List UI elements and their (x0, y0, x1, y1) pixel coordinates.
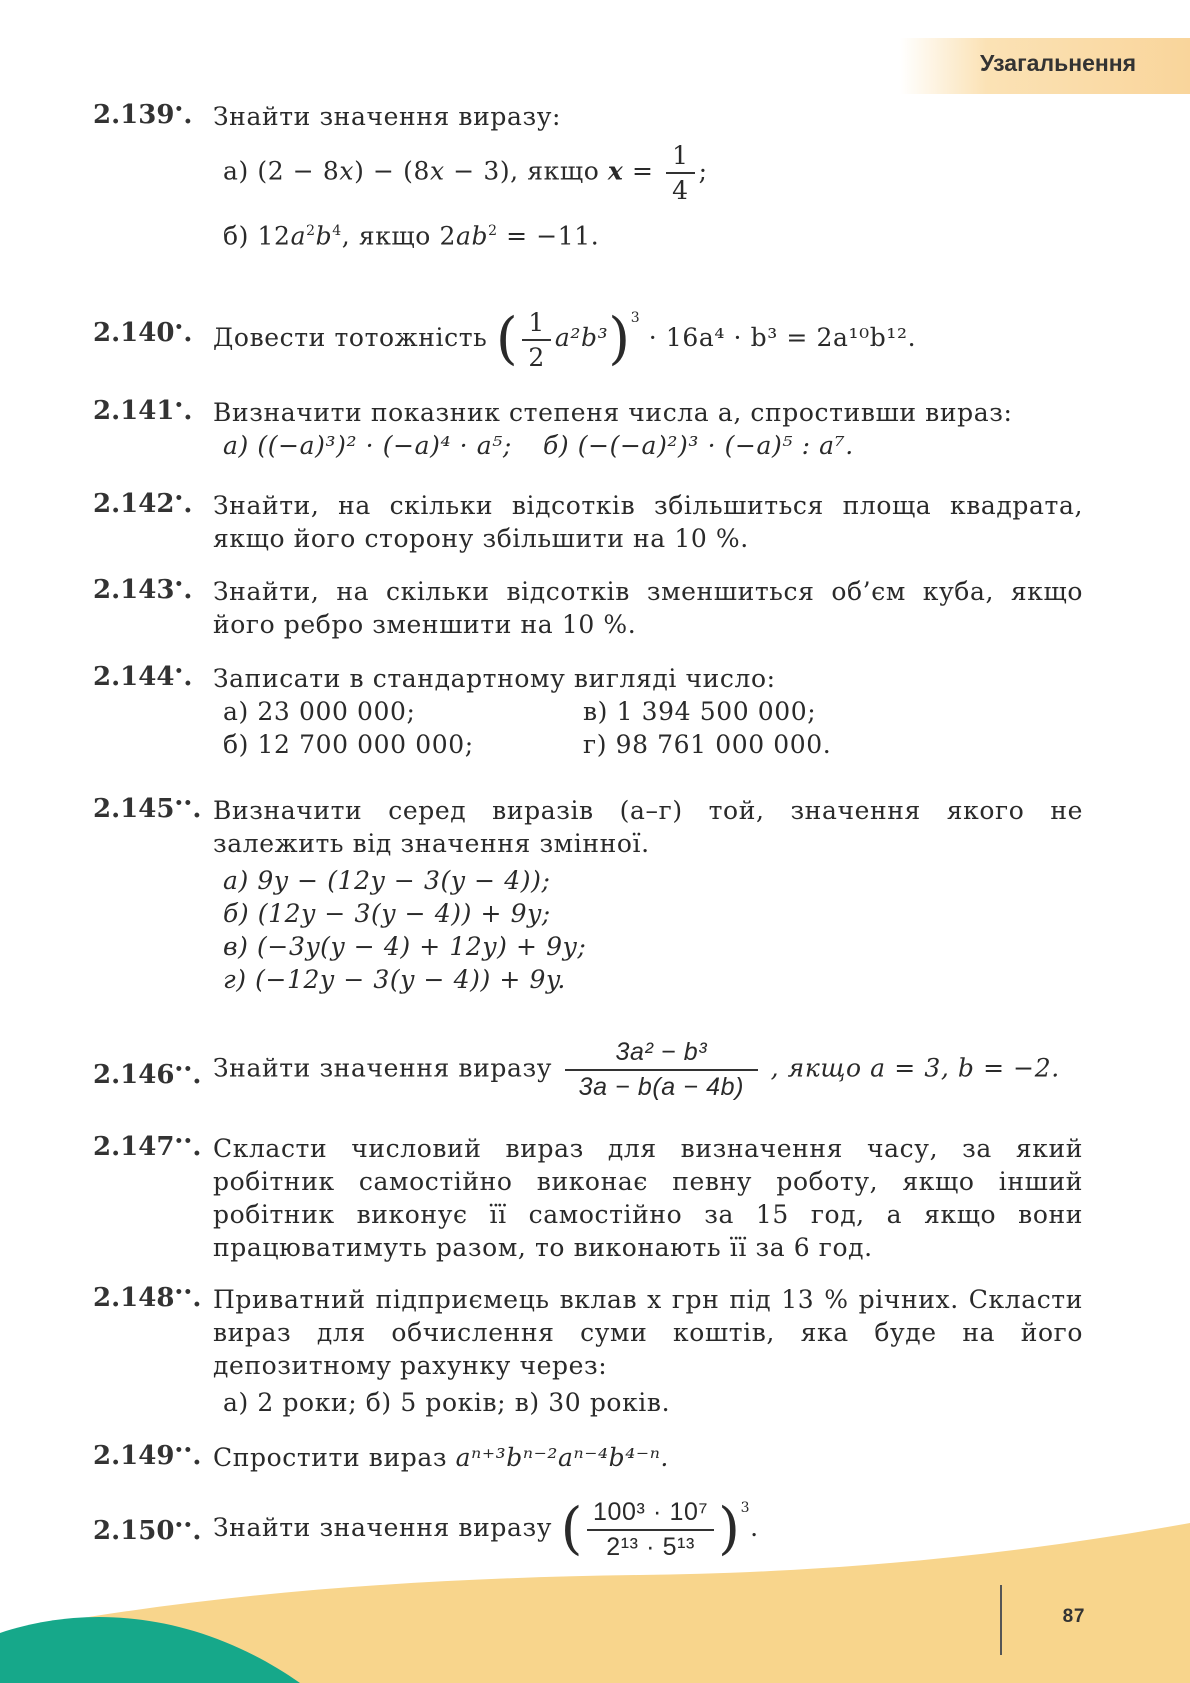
problem-text: Довести тотожність ( $\frac{1}{2}$ a²b³)$^3$ · 16a⁴ · b³ = 2a¹⁰b¹². (213, 306, 917, 372)
subtask-a: а) 9y − (12y − 3(y − 4)); (223, 866, 551, 895)
subtask-a: а) 23 000 000; (223, 697, 416, 726)
problem-number: 2.140•. (93, 318, 193, 348)
problem-number: 2.141•. (93, 396, 193, 426)
page-number: 87 (1062, 1606, 1085, 1627)
problem-number: 2.146••. (93, 1060, 202, 1090)
problem-text: Спростити вираз aⁿ⁺³bⁿ⁻²aⁿ⁻⁴b⁴⁻ⁿ. (213, 1443, 669, 1472)
subtask-a: а) (2 − 8x) − (8x − 3), якщо x = $\frac{1}{4}$ ; (223, 141, 708, 205)
problem-number: 2.144•. (93, 662, 193, 692)
problem-number: 2.147••. (93, 1132, 202, 1162)
problem-number: 2.145••. (93, 794, 202, 824)
subtask-b: б) (−(−a)²)³ · (−a)⁵ : a⁷. (543, 431, 854, 460)
fraction: $\frac{\text{3a² − b³}}{3a - b(a - 4b)}$ (565, 1036, 758, 1104)
fraction: $\frac{\text{100³ · 10⁷}}{\text{2¹³ · 5¹³}}$ (587, 1496, 714, 1564)
subtask-b: б) (12y − 3(y − 4)) + 9y; (223, 899, 551, 928)
decorative-wave (0, 1483, 1190, 1683)
problem-text: Знайти значення виразу $\frac{\text{3a² − b³}}{3a - b(a - 4b)}$ , якщо a = 3, b = −2. (213, 1036, 1083, 1104)
subtask-options: а) 2 роки; б) 5 років; в) 30 років. (223, 1388, 671, 1417)
section-title: Узагальнення (980, 50, 1137, 76)
subtask-b: б) $12a^2b^4$, якщо $2ab^2 = -11$. (223, 221, 600, 251)
problem-text: Знайти значення виразу ( $\frac{\text{100³ · 10⁷}}{\text{2¹³ · 5¹³}}$ )$^3$. (213, 1496, 759, 1562)
problem-text: Знайти значення виразу: (213, 102, 562, 131)
problem-text: Визначити серед виразів (а–г) той, значення якого не залежить від значення змінної. (213, 796, 1083, 858)
subtask-v: в) 1 394 500 000; (583, 697, 817, 726)
fraction: $\frac{1}{4}$ (666, 139, 695, 207)
problem-number: 2.148••. (93, 1283, 202, 1313)
problem-number: 2.142•. (93, 489, 193, 519)
problem-text: Знайти, на скільки відсотків збільшиться площа квадрата, якщо його сторону збільшити на 10 %. (213, 491, 1083, 553)
subtask-b: б) 12 700 000 000; (223, 730, 474, 759)
subtask-v: в) (−3y(y − 4) + 12y) + 9y; (223, 932, 587, 961)
subtask-g: г) 98 761 000 000. (583, 730, 832, 759)
problem-text: Визначити показник степеня числа a, спростивши вираз: (213, 398, 1013, 427)
problem-number: 2.150••. (93, 1516, 202, 1546)
problem-number: 2.143•. (93, 575, 193, 605)
problem-text: Записати в стандартному вигляді число: (213, 664, 776, 693)
problem-number: 2.149••. (93, 1441, 202, 1471)
page-number-rule (1000, 1585, 1002, 1655)
subtask-a: а) ((−a)³)² · (−a)⁴ · a⁵; (223, 431, 512, 460)
problem-text: Знайти, на скільки відсотків зменшиться об’єм куба, якщо його ребро зменшити на 10 %. (213, 577, 1083, 639)
problem-number: 2.139•. (93, 100, 193, 130)
section-header-tab (900, 38, 1190, 94)
subtask-g: г) (−12y − 3(y − 4)) + 9y. (223, 965, 566, 994)
problem-text: Приватний підприємець вклав x грн під 13 % річних. Скласти вираз для обчислення суми коштів, яка буде на його депозитному рахунку через: (213, 1285, 1083, 1380)
problem-text: Скласти числовий вираз для визначення часу, за який робітник самостійно виконає певну роботу, якщо інший робітник виконує її самостійно за 15 год, а якщо вони працюватимуть разом, то виконають її за 6 год. (213, 1134, 1083, 1262)
